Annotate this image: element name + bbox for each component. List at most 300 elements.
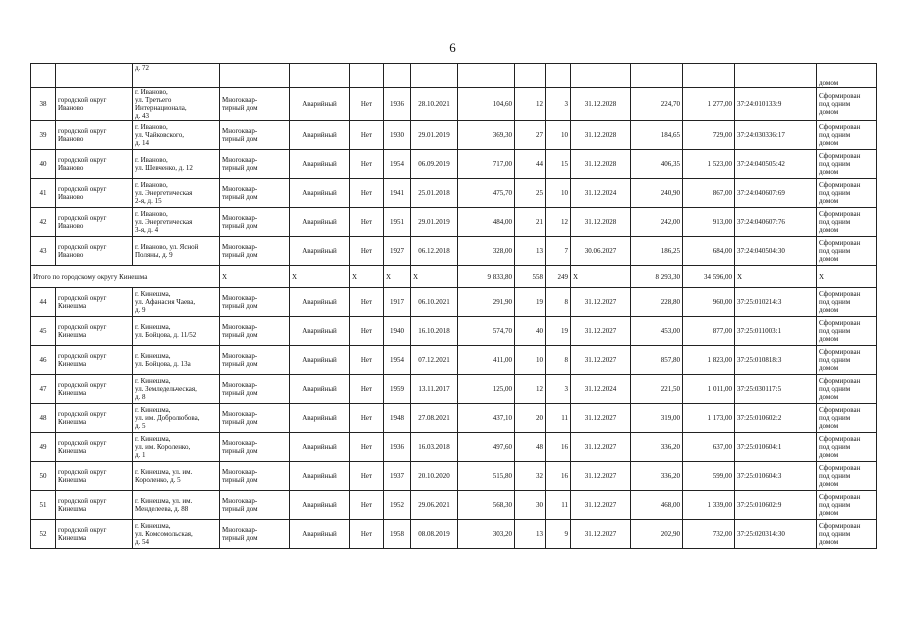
district-cell-line: Кинешма (58, 360, 87, 368)
result-cell-line: домом (819, 335, 839, 343)
flag-cell: Нет (350, 121, 384, 150)
district-cell-line: Кинешма (58, 418, 87, 426)
deadline-cell: 31.12.2028 (571, 121, 631, 150)
units-cell: 15 (546, 150, 571, 179)
people-cell: 25 (515, 179, 546, 208)
building-type-cell-line: Многоквар- (222, 96, 258, 104)
result-cell (817, 462, 877, 491)
area-cell: 328,00 (458, 237, 515, 266)
building-type-cell-line: тирный дом (222, 534, 258, 542)
date-cell: 13.11.2017 (411, 375, 458, 404)
result-cell-line: домом (819, 197, 839, 205)
district-cell-line: городской округ (58, 156, 107, 164)
year-cell: 1954 (384, 150, 411, 179)
district-cell-line: городской округ (58, 439, 107, 447)
cost-cell: 1 173,00 (683, 404, 735, 433)
units-cell: 3 (546, 375, 571, 404)
address-cell (133, 150, 220, 179)
building-type-cell-line: Многоквар- (222, 468, 258, 476)
status-cell: Аварийный (290, 150, 350, 179)
district-cell-line: городской округ (58, 127, 107, 135)
date-cell: 28.10.2021 (411, 88, 458, 121)
address-cell-line: ул. Бойцова, д. 11/52 (135, 331, 197, 339)
cost-cell: 729,00 (683, 121, 735, 150)
units-cell: 10 (546, 179, 571, 208)
subtotal-row (31, 266, 877, 288)
people-cell: 12 (515, 375, 546, 404)
district-cell-line: городской округ (58, 352, 107, 360)
row-number: 48 (31, 404, 56, 433)
result-cell-line: Сформирован (819, 493, 861, 501)
result-cell-line: Сформирован (819, 464, 861, 472)
result-cell-line: под одним (819, 472, 851, 480)
date-cell: 16.10.2018 (411, 317, 458, 346)
people-cell: 19 (515, 288, 546, 317)
building-type-cell (220, 404, 290, 433)
building-type-cell-line: Многоквар- (222, 526, 258, 534)
flag-cell: Нет (350, 208, 384, 237)
people-cell: 44 (515, 150, 546, 179)
building-type-cell (220, 88, 290, 121)
result-cell-line: Сформирован (819, 210, 861, 218)
status-cell: Аварийный (290, 88, 350, 121)
address-cell-line: ул. Шевченко, д. 12 (135, 164, 193, 172)
district-cell-line: Иваново (58, 135, 84, 143)
cost-cell: 732,00 (683, 520, 735, 549)
building-type-cell-line: тирный дом (222, 104, 258, 112)
cadastre-cell: 37:25:010604:3 (735, 462, 817, 491)
address-cell-line: г. Кинешма, (135, 377, 171, 385)
table-row (31, 433, 877, 462)
result-cell-line: под одним (819, 385, 851, 393)
year-cell: 1941 (384, 179, 411, 208)
address-cell-line: г. Кинешма, (135, 522, 171, 530)
table-row (31, 346, 877, 375)
address-cell-line: Менделеева, д. 88 (135, 505, 189, 513)
table-row (31, 121, 877, 150)
area2-cell: 186,25 (631, 237, 683, 266)
result-cell-line: под одним (819, 327, 851, 335)
status-cell: Аварийный (290, 121, 350, 150)
cost-cell: 684,00 (683, 237, 735, 266)
address-cell-line: Интернационала, (135, 104, 187, 112)
result-cell-line: домом (819, 364, 839, 372)
area2-cell: 202,90 (631, 520, 683, 549)
table-row-fragment (31, 64, 877, 88)
result-cell (817, 237, 877, 266)
cadastre-cell: 37:25:011003:1 (735, 317, 817, 346)
subtotal-x: X (290, 266, 350, 288)
district-cell-line: городской округ (58, 294, 107, 302)
building-type-cell (220, 208, 290, 237)
year-cell: 1930 (384, 121, 411, 150)
area-cell: 515,80 (458, 462, 515, 491)
area2-cell: 242,00 (631, 208, 683, 237)
status-cell: Аварийный (290, 404, 350, 433)
district-cell (56, 88, 133, 121)
cadastre-cell: 37:24:040607:76 (735, 208, 817, 237)
flag-cell: Нет (350, 88, 384, 121)
building-type-cell-line: тирный дом (222, 331, 258, 339)
subtotal-x: X (817, 266, 877, 288)
deadline-cell: 31.12.2028 (571, 150, 631, 179)
row-number: 40 (31, 150, 56, 179)
address-cell-line: д. 1 (135, 451, 146, 459)
date-cell: 27.08.2021 (411, 404, 458, 433)
building-type-cell-line: тирный дом (222, 302, 258, 310)
result-cell-line: под одним (819, 160, 851, 168)
result-cell (817, 433, 877, 462)
area-cell: 574,70 (458, 317, 515, 346)
building-type-cell-line: Многоквар- (222, 323, 258, 331)
building-type-cell (220, 491, 290, 520)
district-cell-line: Кинешма (58, 476, 87, 484)
status-cell: Аварийный (290, 491, 350, 520)
cadastre-cell: 37:24:040607:69 (735, 179, 817, 208)
deadline-cell: 31.12.2027 (571, 288, 631, 317)
district-cell (56, 150, 133, 179)
flag-cell: Нет (350, 404, 384, 433)
district-cell-line: Кинешма (58, 302, 87, 310)
result-cell-line: Сформирован (819, 239, 861, 247)
address-cell-line: г. Иваново, (135, 210, 168, 218)
flag-cell: Нет (350, 520, 384, 549)
building-type-cell-line: тирный дом (222, 476, 258, 484)
district-cell-line: Кинешма (58, 447, 87, 455)
address-cell (133, 288, 220, 317)
building-type-cell (220, 433, 290, 462)
result-cell (817, 208, 877, 237)
result-cell-line: Сформирован (819, 348, 861, 356)
date-cell: 07.12.2021 (411, 346, 458, 375)
cadastre-cell: 37:24:040505:42 (735, 150, 817, 179)
district-cell-line: Кинешма (58, 505, 87, 513)
date-cell: 08.08.2019 (411, 520, 458, 549)
building-type-cell-line: Многоквар- (222, 127, 258, 135)
address-cell (133, 520, 220, 549)
result-cell-line: Сформирован (819, 123, 861, 131)
subtotal-area2: 8 293,30 (631, 266, 683, 288)
row-number: 47 (31, 375, 56, 404)
area-cell: 484,00 (458, 208, 515, 237)
district-cell-line: Иваново (58, 193, 84, 201)
year-cell: 1954 (384, 346, 411, 375)
district-cell (56, 237, 133, 266)
subtotal-cost: 34 596,00 (683, 266, 735, 288)
area2-cell: 453,00 (631, 317, 683, 346)
cost-cell: 867,00 (683, 179, 735, 208)
people-cell: 20 (515, 404, 546, 433)
address-cell (133, 237, 220, 266)
address-cell-line: г. Иваново, (135, 123, 168, 131)
building-type-cell-line: тирный дом (222, 418, 258, 426)
district-cell-line: Кинешма (58, 331, 87, 339)
address-cell-line: ул. Энергетическая (135, 218, 193, 226)
district-cell (56, 346, 133, 375)
status-cell: Аварийный (290, 520, 350, 549)
flag-cell: Нет (350, 288, 384, 317)
result-cell-line: домом (819, 168, 839, 176)
result-cell-line: под одним (819, 414, 851, 422)
cost-cell: 1 011,00 (683, 375, 735, 404)
cost-cell: 1 823,00 (683, 346, 735, 375)
date-cell: 06.12.2018 (411, 237, 458, 266)
year-cell: 1948 (384, 404, 411, 433)
year-cell: 1952 (384, 491, 411, 520)
date-cell: 06.10.2021 (411, 288, 458, 317)
subtotal-label: Итого по городскому округу Кинешма (31, 266, 220, 288)
district-cell-line: городской округ (58, 468, 107, 476)
result-cell (817, 317, 877, 346)
deadline-cell: 31.12.2027 (571, 491, 631, 520)
row-number: 50 (31, 462, 56, 491)
building-type-cell (220, 317, 290, 346)
deadline-cell: 31.12.2028 (571, 208, 631, 237)
result-cell-line: Сформирован (819, 319, 861, 327)
cost-cell: 877,00 (683, 317, 735, 346)
people-cell: 10 (515, 346, 546, 375)
people-cell: 13 (515, 237, 546, 266)
district-cell (56, 520, 133, 549)
building-type-cell-line: тирный дом (222, 505, 258, 513)
district-cell-line: Иваново (58, 164, 84, 172)
result-cell-line: под одним (819, 247, 851, 255)
page-number: 6 (449, 40, 456, 55)
people-cell: 12 (515, 88, 546, 121)
result-cell-line: под одним (819, 530, 851, 538)
people-cell: 13 (515, 520, 546, 549)
subtotal-x: X (571, 266, 631, 288)
table-row (31, 375, 877, 404)
address-cell: д. 72 (133, 64, 220, 88)
people-cell: 21 (515, 208, 546, 237)
area2-cell: 857,80 (631, 346, 683, 375)
flag-cell: Нет (350, 433, 384, 462)
address-cell (133, 121, 220, 150)
status-cell: Аварийный (290, 237, 350, 266)
row-number: 46 (31, 346, 56, 375)
result-cell-line: Сформирован (819, 406, 861, 414)
status-cell: Аварийный (290, 433, 350, 462)
units-cell: 3 (546, 88, 571, 121)
district-cell (56, 121, 133, 150)
cost-cell: 913,00 (683, 208, 735, 237)
address-cell-line: 2-я, д. 15 (135, 197, 162, 205)
result-cell-line: под одним (819, 298, 851, 306)
district-cell-line: городской округ (58, 526, 107, 534)
table-row (31, 208, 877, 237)
address-cell-line: д. 43 (135, 112, 150, 120)
address-cell-line: ул. Земледельческая, (135, 385, 197, 393)
units-cell: 11 (546, 404, 571, 433)
status-cell: Аварийный (290, 317, 350, 346)
address-cell-line: г. Кинешма, (135, 323, 171, 331)
area-cell: 568,30 (458, 491, 515, 520)
address-cell-line: 3-я, д. 4 (135, 226, 159, 234)
result-cell-line: Сформирован (819, 152, 861, 160)
subtotal-x: X (735, 266, 817, 288)
result-cell-line: домом (819, 538, 839, 546)
deadline-cell: 31.12.2027 (571, 404, 631, 433)
result-cell (817, 179, 877, 208)
cadastre-cell: 37:25:010602:9 (735, 491, 817, 520)
address-cell (133, 462, 220, 491)
units-cell: 12 (546, 208, 571, 237)
deadline-cell: 31.12.2024 (571, 375, 631, 404)
flag-cell: Нет (350, 346, 384, 375)
subtotal-x: X (384, 266, 411, 288)
cost-cell: 1 339,00 (683, 491, 735, 520)
building-type-cell-line: Многоквар- (222, 497, 258, 505)
result-cell (817, 520, 877, 549)
district-cell (56, 375, 133, 404)
address-cell-line: ул. Энергетическая (135, 189, 193, 197)
result-cell-line: под одним (819, 501, 851, 509)
date-cell: 29.06.2021 (411, 491, 458, 520)
building-type-cell-line: Многоквар- (222, 214, 258, 222)
people-cell: 32 (515, 462, 546, 491)
deadline-cell: 31.12.2027 (571, 346, 631, 375)
district-cell-line: городской округ (58, 243, 107, 251)
table-row (31, 237, 877, 266)
cost-cell: 960,00 (683, 288, 735, 317)
year-cell: 1936 (384, 88, 411, 121)
flag-cell: Нет (350, 491, 384, 520)
address-cell-line: д. 54 (135, 538, 150, 546)
subtotal-x: X (350, 266, 384, 288)
year-cell: 1937 (384, 462, 411, 491)
cadastre-cell: 37:25:010602:2 (735, 404, 817, 433)
units-cell: 16 (546, 433, 571, 462)
area-cell: 437,10 (458, 404, 515, 433)
result-cell-line: под одним (819, 356, 851, 364)
area2-cell: 184,65 (631, 121, 683, 150)
result-cell-line: Сформирован (819, 377, 861, 385)
area-cell: 303,20 (458, 520, 515, 549)
units-cell: 16 (546, 462, 571, 491)
address-cell-line: г. Кинешма, (135, 352, 171, 360)
address-cell (133, 317, 220, 346)
address-cell-line: ул. им. Короленко, (135, 443, 191, 451)
date-cell: 06.09.2019 (411, 150, 458, 179)
flag-cell: Нет (350, 375, 384, 404)
result-cell (817, 88, 877, 121)
cadastre-cell: 37:25:010214:3 (735, 288, 817, 317)
address-cell (133, 491, 220, 520)
table-row (31, 150, 877, 179)
address-cell (133, 88, 220, 121)
address-cell-line: ул. Чайковского, (135, 131, 184, 139)
district-cell-line: Кинешма (58, 389, 87, 397)
result-cell-line: Сформирован (819, 92, 861, 100)
address-cell (133, 208, 220, 237)
subtotal-x: X (220, 266, 290, 288)
building-type-cell (220, 520, 290, 549)
district-cell (56, 288, 133, 317)
table-row (31, 179, 877, 208)
flag-cell: Нет (350, 462, 384, 491)
address-cell-line: ул. Третьего (135, 96, 172, 104)
building-type-cell (220, 288, 290, 317)
result-cell-line: Сформирован (819, 435, 861, 443)
date-cell: 29.01.2019 (411, 121, 458, 150)
address-cell-line: г. Иваново, (135, 88, 168, 96)
result-cell-line: под одним (819, 131, 851, 139)
status-cell: Аварийный (290, 375, 350, 404)
area-cell: 497,60 (458, 433, 515, 462)
result-cell-line: домом (819, 108, 839, 116)
building-type-cell-line: тирный дом (222, 164, 258, 172)
cadastre-cell: 37:25:020314:30 (735, 520, 817, 549)
year-cell: 1958 (384, 520, 411, 549)
district-cell (56, 317, 133, 346)
district-cell-line: городской округ (58, 323, 107, 331)
address-cell-line: г. Кинешма, (135, 435, 171, 443)
date-cell: 16.03.2018 (411, 433, 458, 462)
area2-cell: 336,20 (631, 433, 683, 462)
year-cell: 1927 (384, 237, 411, 266)
district-cell-line: Иваново (58, 222, 84, 230)
area2-cell: 406,35 (631, 150, 683, 179)
row-number: 38 (31, 88, 56, 121)
units-cell: 10 (546, 121, 571, 150)
building-type-cell (220, 179, 290, 208)
row-number: 52 (31, 520, 56, 549)
result-cell-line: под одним (819, 189, 851, 197)
address-cell (133, 375, 220, 404)
cadastre-cell: 37:25:010604:1 (735, 433, 817, 462)
date-cell: 25.01.2018 (411, 179, 458, 208)
area2-cell: 228,80 (631, 288, 683, 317)
subtotal-people: 558 (515, 266, 546, 288)
units-cell: 8 (546, 346, 571, 375)
flag-cell: Нет (350, 317, 384, 346)
result-cell-line: домом (819, 139, 839, 147)
building-type-cell-line: тирный дом (222, 360, 258, 368)
district-cell-line: городской округ (58, 381, 107, 389)
address-cell-line: д. 9 (135, 306, 146, 314)
row-number: 51 (31, 491, 56, 520)
area-cell: 104,60 (458, 88, 515, 121)
date-cell: 29.01.2019 (411, 208, 458, 237)
building-type-cell-line: Многоквар- (222, 410, 258, 418)
building-type-cell (220, 462, 290, 491)
area-cell: 369,30 (458, 121, 515, 150)
flag-cell: Нет (350, 237, 384, 266)
building-type-cell-line: Многоквар- (222, 439, 258, 447)
address-cell-line: ул. Комсомольская, (135, 530, 193, 538)
status-cell: Аварийный (290, 208, 350, 237)
deadline-cell: 31.12.2027 (571, 462, 631, 491)
address-cell-line: д. 8 (135, 393, 146, 401)
result-cell (817, 121, 877, 150)
building-type-cell-line: Многоквар- (222, 156, 258, 164)
result-cell-line: домом (819, 306, 839, 314)
date-cell: 20.10.2020 (411, 462, 458, 491)
status-cell: Аварийный (290, 288, 350, 317)
deadline-cell: 31.12.2027 (571, 433, 631, 462)
district-cell-line: городской округ (58, 214, 107, 222)
result-cell-line: под одним (819, 218, 851, 226)
row-number: 39 (31, 121, 56, 150)
table-row (31, 404, 877, 433)
row-number: 44 (31, 288, 56, 317)
result-cell (817, 346, 877, 375)
result-cell-line: под одним (819, 443, 851, 451)
cost-cell: 637,00 (683, 433, 735, 462)
district-cell (56, 433, 133, 462)
building-type-cell (220, 237, 290, 266)
